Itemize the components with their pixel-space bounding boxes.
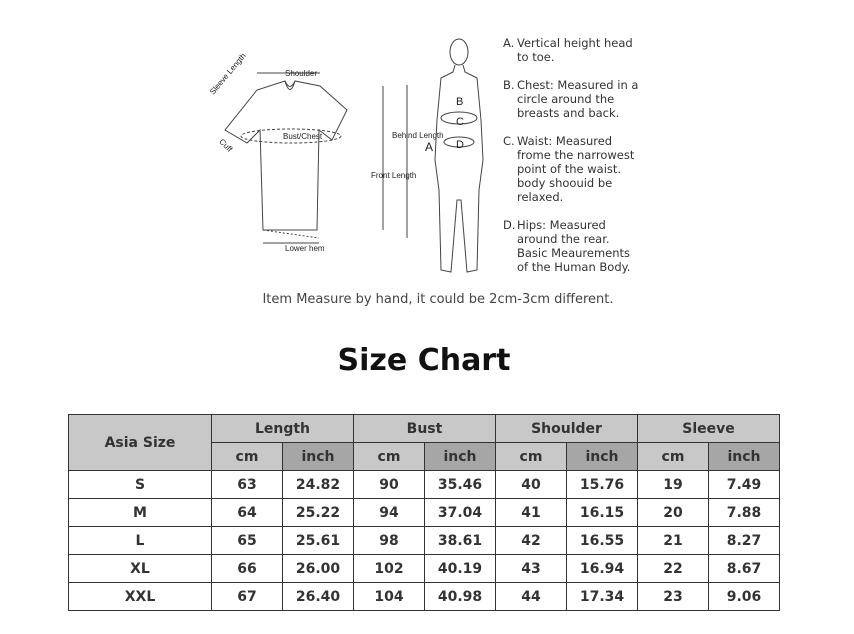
label-a: A [425,140,434,154]
note-text: Waist: Measured frome the narrowest point of the waist. body shoouid be relaxed. [517,134,635,204]
value-cell: 64 [212,499,283,527]
value-cell: 35.46 [425,471,496,499]
note-text: Chest: Measured in a circle around the breasts and back. [517,78,639,120]
group-header: Sleeve [638,415,780,443]
size-cell: L [69,527,212,555]
note-key: D. [503,218,516,232]
unit-header: inch [425,443,496,471]
value-cell: 16.15 [567,499,638,527]
label-sleeve-length: Sleeve Length [207,51,248,97]
value-cell: 16.94 [567,555,638,583]
note-key: C. [503,134,515,148]
measurement-notes [503,36,643,288]
group-header: Shoulder [496,415,638,443]
unit-header: inch [567,443,638,471]
note-d [503,218,643,274]
value-cell: 9.06 [709,583,780,611]
table-row [69,555,780,583]
value-cell: 25.22 [283,499,354,527]
unit-header: inch [283,443,354,471]
value-cell: 20 [638,499,709,527]
table-row [69,527,780,555]
label-front-length: Front Length [371,171,417,180]
value-cell: 17.34 [567,583,638,611]
value-cell: 90 [354,471,425,499]
value-cell: 42 [496,527,567,555]
value-cell: 15.76 [567,471,638,499]
value-cell: 24.82 [283,471,354,499]
note-text: Hips: Measured around the rear. Basic Meaurements of the Human Body. [517,218,631,274]
value-cell: 19 [638,471,709,499]
value-cell: 63 [212,471,283,499]
table-row [69,499,780,527]
size-table [68,414,780,611]
group-header: Bust [354,415,496,443]
label-cuff: Cuff [217,137,234,154]
value-cell: 21 [638,527,709,555]
body-figure [435,39,483,272]
measure-caption: Item Measure by hand, it could be 2cm-3cm different. [262,292,614,307]
value-cell: 25.61 [283,527,354,555]
label-behind-length: Behind Length [392,131,444,140]
label-d: D [456,139,464,151]
size-cell: M [69,499,212,527]
value-cell: 7.88 [709,499,780,527]
label-lower-hem: Lower hem [285,244,325,253]
value-cell: 7.49 [709,471,780,499]
value-cell: 98 [354,527,425,555]
table-row [69,471,780,499]
unit-header: inch [709,443,780,471]
value-cell: 43 [496,555,567,583]
value-cell: 66 [212,555,283,583]
tshirt-drawing [225,73,407,243]
value-cell: 44 [496,583,567,611]
measurement-diagram [195,30,505,280]
unit-header: cm [496,443,567,471]
unit-header: cm [212,443,283,471]
page-title: Size Chart [337,343,511,378]
table-row [69,583,780,611]
value-cell: 65 [212,527,283,555]
value-cell: 16.55 [567,527,638,555]
note-b [503,78,643,120]
note-a [503,36,643,64]
value-cell: 8.67 [709,555,780,583]
value-cell: 40 [496,471,567,499]
size-header: Asia Size [69,415,212,471]
value-cell: 26.40 [283,583,354,611]
value-cell: 26.00 [283,555,354,583]
label-b: B [456,96,464,108]
group-header: Length [212,415,354,443]
note-text: Vertical height head to toe. [517,36,633,64]
note-c [503,134,643,204]
value-cell: 37.04 [425,499,496,527]
note-key: A. [503,36,515,50]
unit-header: cm [638,443,709,471]
value-cell: 40.19 [425,555,496,583]
value-cell: 102 [354,555,425,583]
size-cell: S [69,471,212,499]
note-key: B. [503,78,515,92]
size-cell: XXL [69,583,212,611]
label-shoulder: Shoulder [285,69,318,78]
value-cell: 104 [354,583,425,611]
value-cell: 40.98 [425,583,496,611]
value-cell: 67 [212,583,283,611]
value-cell: 94 [354,499,425,527]
value-cell: 38.61 [425,527,496,555]
unit-header: cm [354,443,425,471]
value-cell: 8.27 [709,527,780,555]
label-bust-chest: Bust/Chest [283,132,323,141]
value-cell: 23 [638,583,709,611]
value-cell: 41 [496,499,567,527]
value-cell: 22 [638,555,709,583]
size-cell: XL [69,555,212,583]
label-c: C [456,116,464,128]
